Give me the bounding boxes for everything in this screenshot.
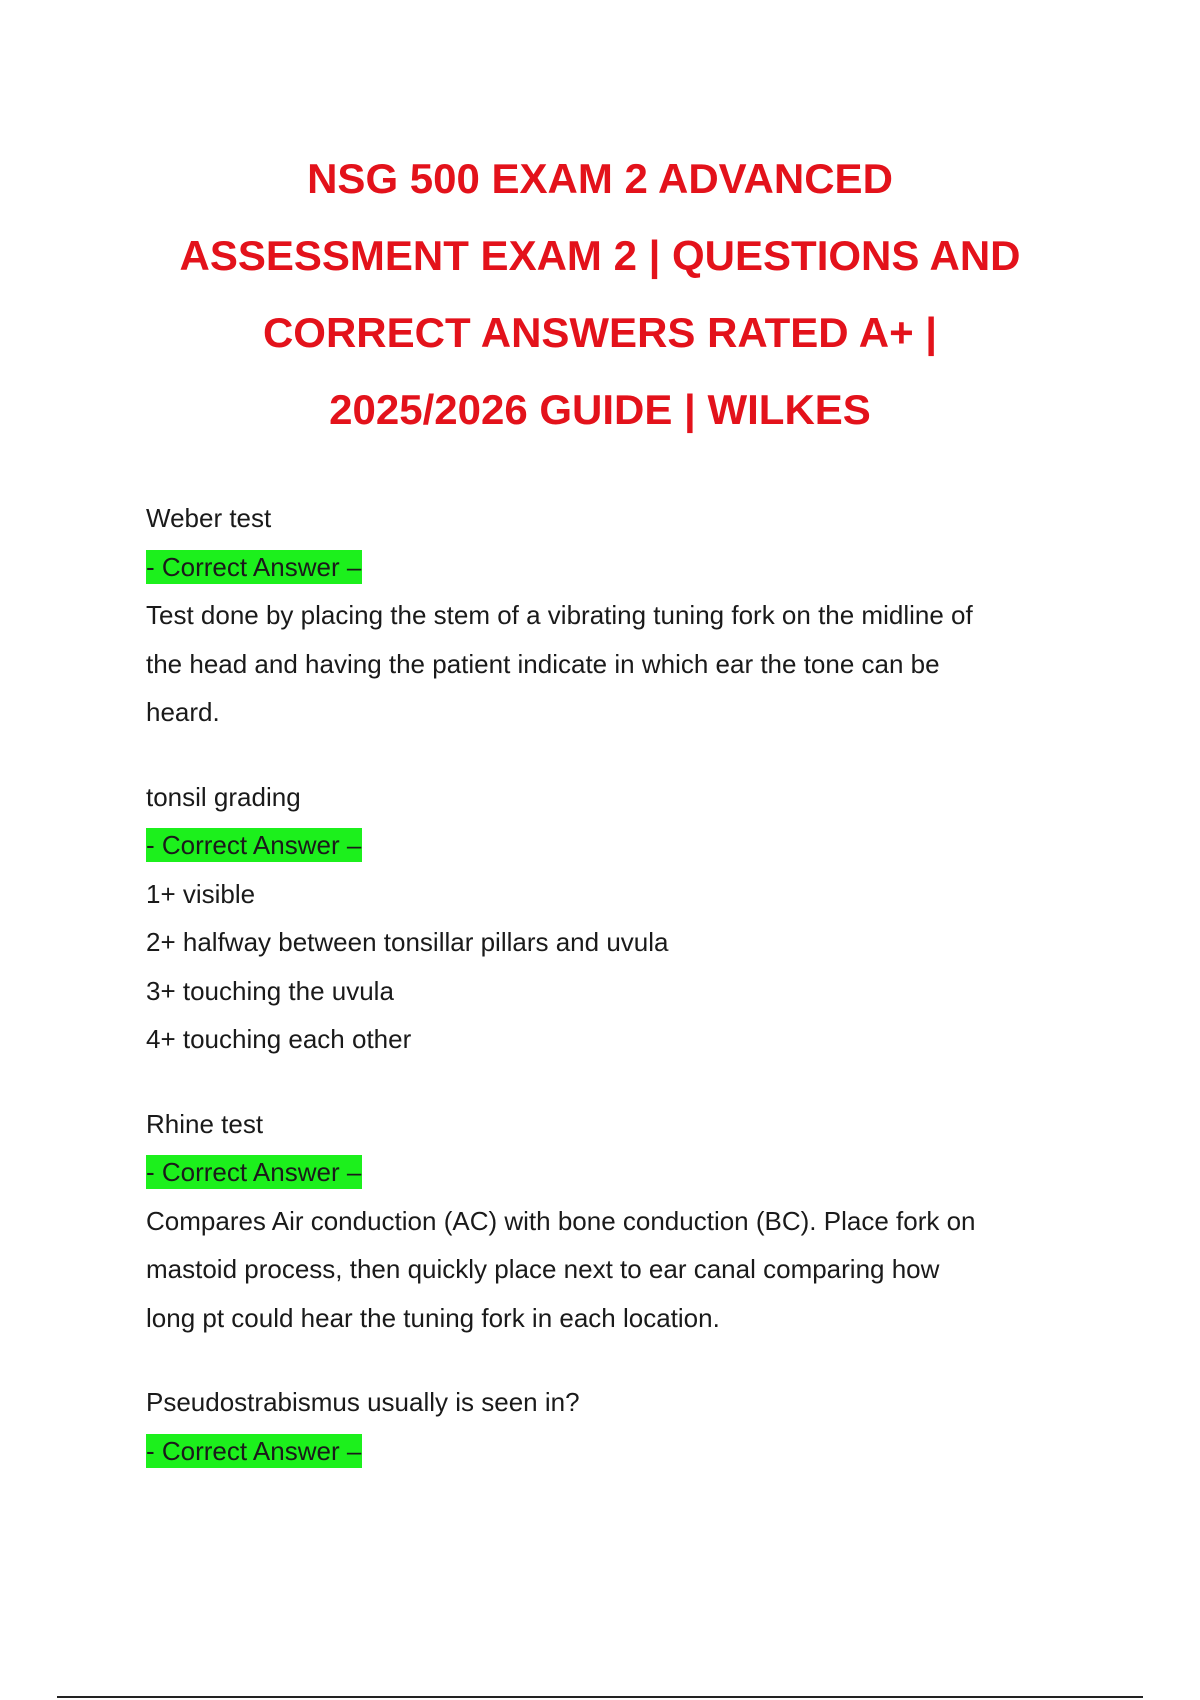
qa-item-rhine [146,1100,1076,1343]
answer-line: 2+ halfway between tonsillar pillars and uvula [146,927,669,957]
correct-answer-badge: - Correct Answer – [146,1435,362,1466]
answer-line: mastoid process, then quickly place next to ear canal comparing how [146,1254,940,1284]
answer-text [146,870,1076,1064]
answer-line: long pt could hear the tuning fork in each location. [146,1302,720,1333]
question-text: tonsil grading [146,781,301,812]
answer-text [146,591,1076,737]
answer-text [146,1197,1076,1343]
title-line: NSG 500 EXAM 2 ADVANCED [307,155,893,202]
answer-line: Test done by placing the stem of a vibrating tuning fork on the midline of [146,600,973,630]
question-text: Weber test [146,503,272,533]
title-line: ASSESSMENT EXAM 2 | QUESTIONS AND [179,232,1021,279]
correct-answer-badge: - Correct Answer – [146,1157,362,1187]
question-text: Pseudostrabismus usually is seen in? [146,1387,580,1417]
title-line: CORRECT ANSWERS RATED A+ | [262,309,938,356]
qa-item-pseudostrabismus [146,1378,1076,1475]
answer-line: Compares Air conduction (AC) with bone conduction (BC). Place fork on [146,1205,976,1236]
page-bottom-rule [57,1696,1143,1698]
qa-list [146,494,1076,1475]
answer-line: 3+ touching the uvula [146,975,394,1006]
document-title [100,140,1100,448]
title-line: 2025/2026 GUIDE | WILKES [329,386,871,433]
correct-answer-badge: - Correct Answer – [146,551,362,582]
correct-answer-badge: - Correct Answer – [146,830,362,860]
answer-line: the head and having the patient indicate in which ear the tone can be [146,648,940,679]
qa-item-tonsil-grading [146,773,1076,1064]
answer-line: 4+ touching each other [146,1024,412,1054]
qa-item-weber [146,494,1076,737]
question-text: Rhine test [146,1108,264,1139]
answer-line: heard. [146,697,220,727]
answer-line: 1+ visible [146,878,256,909]
